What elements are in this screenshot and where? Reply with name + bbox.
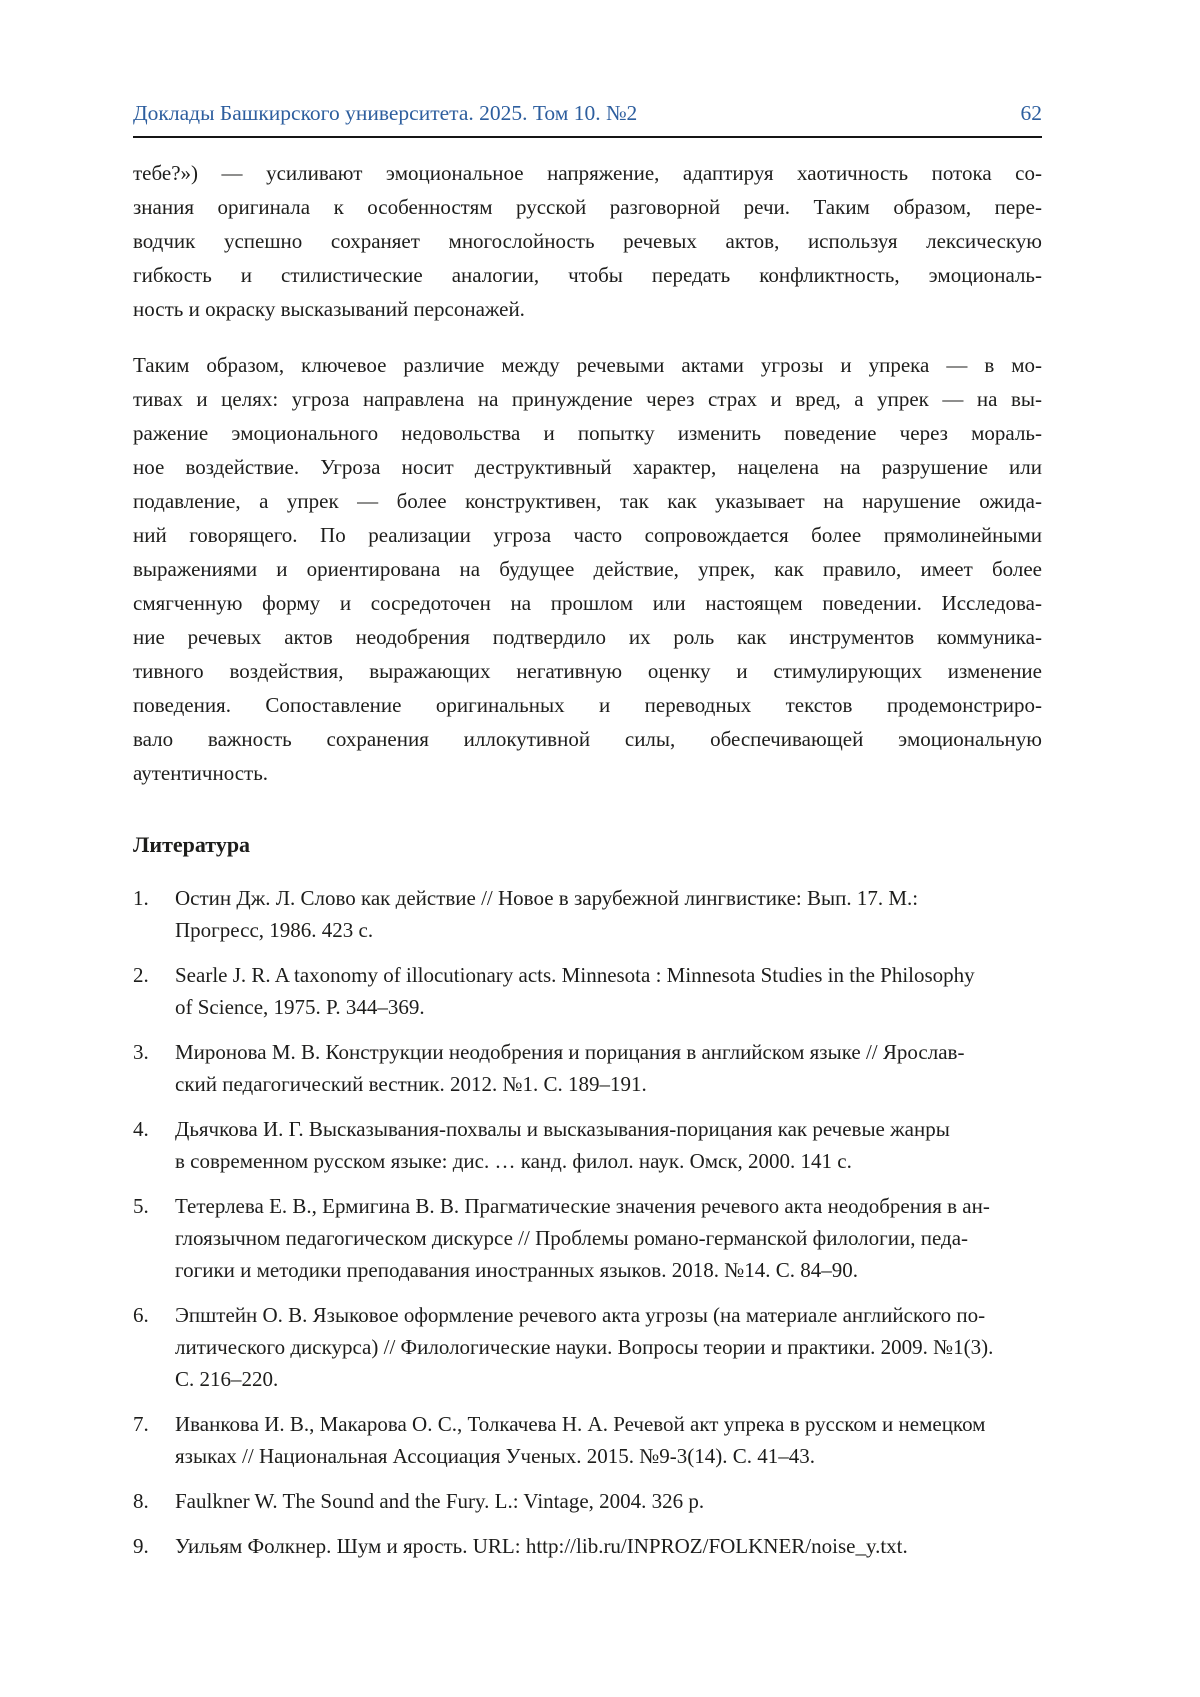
reference-line: Уильям Фолкнер. Шум и ярость. URL: http://lib.ru/INPROZ/FOLKNER/noise_y.txt. bbox=[175, 1534, 908, 1558]
reference-item-5 bbox=[133, 1190, 1042, 1286]
reference-number: 3. bbox=[133, 1040, 149, 1064]
reference-line: Faulkner W. The Sound and the Fury. L.: Vintage, 2004. 326 p. bbox=[175, 1489, 705, 1513]
reference-number: 5. bbox=[133, 1194, 149, 1218]
reference-number: 7. bbox=[133, 1412, 149, 1436]
literature-heading: Литература bbox=[133, 832, 251, 857]
reference-number: 9. bbox=[133, 1534, 149, 1558]
reference-line: в современном русском языке: дис. … канд. филол. наук. Омск, 2000. 141 с. bbox=[175, 1149, 852, 1173]
body-paragraphs bbox=[133, 156, 1042, 790]
reference-text bbox=[175, 1113, 1042, 1177]
journal-title: Доклады Башкирского университета. 2025. Том 10. №2 bbox=[133, 101, 638, 125]
paragraph-line: знания оригинала к особенностям русской разговорной речи. Таким образом, пере- bbox=[133, 195, 1042, 219]
reference-line: литического дискурса) // Филологические науки. Вопросы теории и практики. 2009. №1(3). bbox=[175, 1335, 994, 1359]
running-head bbox=[133, 100, 1042, 126]
paragraph-2 bbox=[133, 348, 1042, 790]
reference-text bbox=[175, 1408, 1042, 1472]
paragraph-line: гибкость и стилистические аналогии, чтобы передать конфликтность, эмоциональ- bbox=[133, 263, 1042, 287]
paragraph-line: ное воздействие. Угроза носит деструктивный характер, нацелена на разрушение или bbox=[133, 455, 1042, 479]
reference-line: Иванкова И. В., Макарова О. С., Толкачева Н. А. Речевой акт упрека в русском и немецком bbox=[175, 1412, 986, 1436]
header-rule bbox=[133, 136, 1042, 138]
reference-line: глоязычном педагогическом дискурсе // Проблемы романо-германской филологии, педа- bbox=[175, 1226, 969, 1250]
reference-line: of Science, 1975. P. 344–369. bbox=[175, 995, 425, 1019]
reference-item-9 bbox=[133, 1530, 1042, 1562]
paragraph-line: смягченную форму и сосредоточен на прошлом или настоящем поведении. Исследова- bbox=[133, 591, 1042, 615]
reference-item-1 bbox=[133, 882, 1042, 946]
reference-number: 1. bbox=[133, 886, 149, 910]
reference-item-2 bbox=[133, 959, 1042, 1023]
reference-line: Миронова М. В. Конструкции неодобрения и порицания в английском языке // Ярослав- bbox=[175, 1040, 965, 1064]
reference-item-4 bbox=[133, 1113, 1042, 1177]
reference-number: 8. bbox=[133, 1489, 149, 1513]
reference-line: Остин Дж. Л. Слово как действие // Новое в зарубежной лингвистике: Вып. 17. М.: bbox=[175, 886, 919, 910]
paragraph-line: ность и окраску высказываний персонажей. bbox=[133, 297, 525, 321]
reference-text bbox=[175, 1036, 1042, 1100]
paragraph-line: ние речевых актов неодобрения подтвердило их роль как инструментов коммуника- bbox=[133, 625, 1042, 649]
paragraph-line: выражениями и ориентирована на будущее действие, упрек, как правило, имеет более bbox=[133, 557, 1042, 581]
reference-list bbox=[133, 882, 1042, 1562]
page-number: 62 bbox=[1020, 101, 1042, 125]
reference-text bbox=[175, 1485, 1042, 1517]
reference-text bbox=[175, 959, 1042, 1023]
reference-text bbox=[175, 1299, 1042, 1395]
paragraph-1 bbox=[133, 156, 1042, 326]
reference-item-6 bbox=[133, 1299, 1042, 1395]
reference-line: Прогресс, 1986. 423 с. bbox=[175, 918, 374, 942]
paragraph-line: аутентичность. bbox=[133, 761, 269, 785]
reference-item-7 bbox=[133, 1408, 1042, 1472]
paragraph-line: поведения. Сопоставление оригинальных и переводных текстов продемонстриро- bbox=[133, 693, 1042, 717]
reference-line: гогики и методики преподавания иностранных языков. 2018. №14. С. 84–90. bbox=[175, 1258, 859, 1282]
reference-number: 6. bbox=[133, 1303, 149, 1327]
reference-item-8 bbox=[133, 1485, 1042, 1517]
reference-line: языках // Национальная Ассоциация Ученых. 2015. №9-3(14). С. 41–43. bbox=[175, 1444, 816, 1468]
reference-line: Эпштейн О. В. Языковое оформление речевого акта угрозы (на материале английского по- bbox=[175, 1303, 986, 1327]
paragraph-line: водчик успешно сохраняет многослойность речевых актов, используя лексическую bbox=[133, 229, 1042, 253]
reference-text bbox=[175, 882, 1042, 946]
article-body bbox=[133, 156, 1042, 1562]
reference-line: Searle J. R. A taxonomy of illocutionary acts. Minnesota : Minnesota Studies in the Philosophy bbox=[175, 963, 975, 987]
paragraph-line: ражение эмоционального недовольства и попытку изменить поведение через мораль- bbox=[133, 421, 1042, 445]
paragraph-line: подавление, а упрек — более конструктивен, так как указывает на нарушение ожида- bbox=[133, 489, 1042, 513]
reference-number: 2. bbox=[133, 963, 149, 987]
paragraph-line: тебе?») — усиливают эмоциональное напряжение, адаптируя хаотичность потока со- bbox=[133, 161, 1042, 185]
paragraph-line: Таким образом, ключевое различие между речевыми актами угрозы и упрека — в мо- bbox=[133, 353, 1042, 377]
reference-line: С. 216–220. bbox=[175, 1367, 279, 1391]
paragraph-line: ний говорящего. По реализации угроза часто сопровождается более прямолинейными bbox=[133, 523, 1042, 547]
reference-number: 4. bbox=[133, 1117, 149, 1141]
reference-line: ский педагогический вестник. 2012. №1. С. 189–191. bbox=[175, 1072, 647, 1096]
reference-text bbox=[175, 1530, 1042, 1562]
reference-line: Тетерлева Е. В., Ермигина В. В. Прагматические значения речевого акта неодобрения в ан- bbox=[175, 1194, 990, 1218]
paragraph-line: тивах и целях: угроза направлена на принуждение через страх и вред, а упрек — на вы- bbox=[133, 387, 1042, 411]
reference-item-3 bbox=[133, 1036, 1042, 1100]
reference-text bbox=[175, 1190, 1042, 1286]
reference-line: Дьячкова И. Г. Высказывания-похвалы и высказывания-порицания как речевые жанры bbox=[175, 1117, 950, 1141]
paragraph-line: тивного воздействия, выражающих негативную оценку и стимулирующих изменение bbox=[133, 659, 1042, 683]
paragraph-line: вало важность сохранения иллокутивной силы, обеспечивающей эмоциональную bbox=[133, 727, 1042, 751]
